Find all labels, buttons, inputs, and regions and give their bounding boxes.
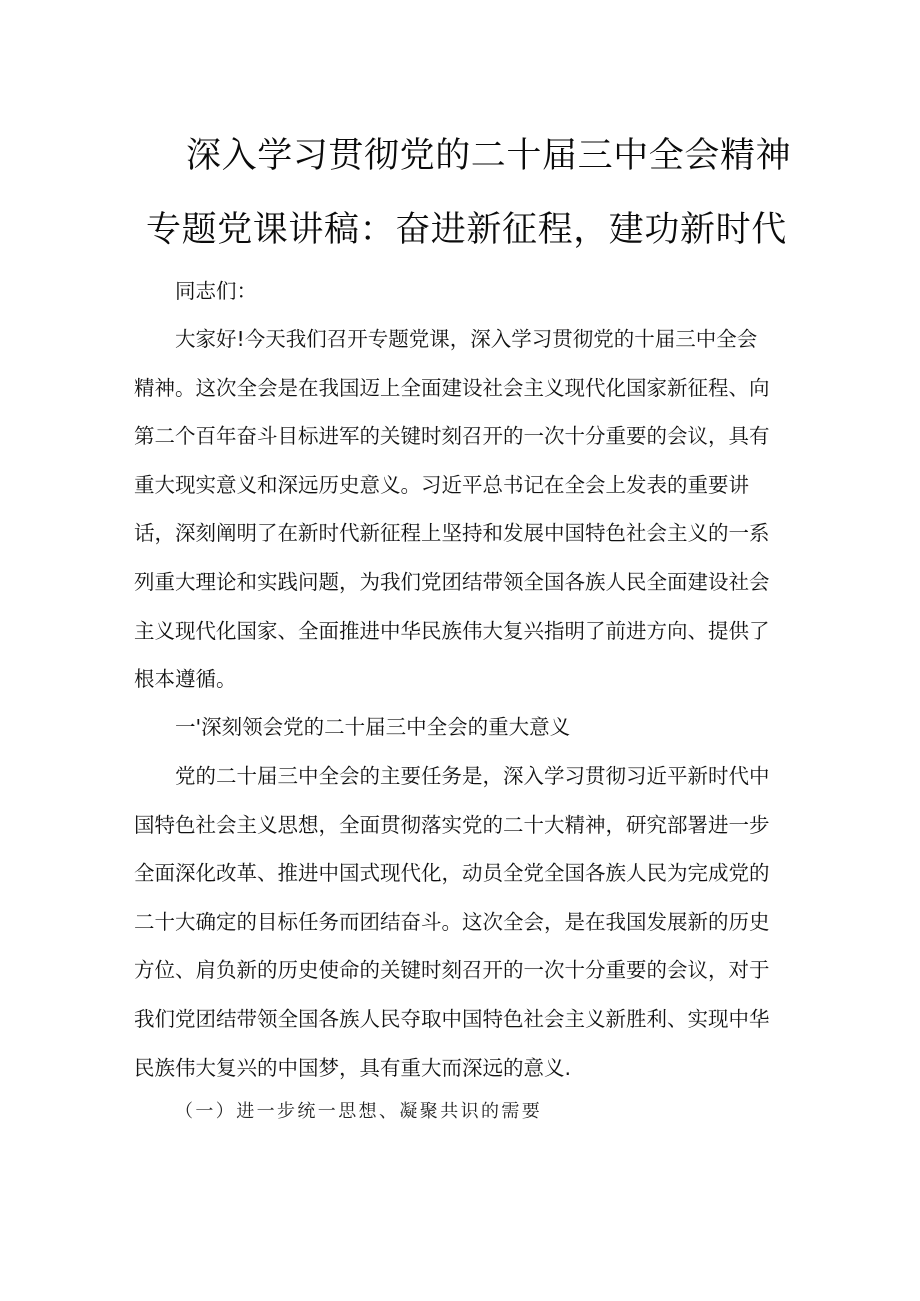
document-title-line-1: 深入学习贯彻党的二十届三中全会精神 <box>186 136 792 176</box>
greeting <box>134 267 774 316</box>
subsection-heading: （一）进一步统一思想、凝聚共识的需要 <box>175 1101 543 1122</box>
paragraph-opening <box>134 315 774 704</box>
paragraph-opening-text: 大家好!今天我们召开专题党课，深入学习贯彻党的十届三中全会精神。这次全会是在我国迈上全面建设社会主义现代化国家新征程、向第二个百年奋斗目标进军的关键时刻召开的一次十分重要的会议，具有重大现实意义和深远历史意义。习近平总书记在全会上发表的重要讲话，深刻阐明了在新时代新征程上坚持和发展中国特色社会主义的一系列重大理论和实践问题，为我们党团结带领全国各族人民全面建设社会主义现代化国家、全面推进中华民族伟大复兴指明了前进方向、提供了根本遵循。 <box>134 327 770 692</box>
section-heading-text: 一'深刻领会党的二十届三中全会的重大意义 <box>175 715 571 739</box>
paragraph-significance-text: 党的二十届三中全会的主要任务是，深入学习贯彻习近平新时代中国特色社会主义思想，全面贯彻落实党的二十大精神，研究部署进一步全面深化改革、推进中国式现代化，动员全党全国各族人民为完成党的二十大确定的目标任务而团结奋斗。这次全会，是在我国发展新的历史方位、肩负新的历史使命的关键时刻召开的一次十分重要的会议，对于我们党团结带领全国各族人民夺取中国特色社会主义新胜利、实现中华民族伟大复兴的中国梦，具有重大而深远的意义. <box>134 764 770 1080</box>
section-heading <box>134 703 774 752</box>
paragraph-significance <box>134 752 774 1092</box>
document-title-line-2: 专题党课讲稿：奋进新征程，建功新时代 <box>146 210 787 250</box>
greeting-text: 同志们： <box>175 279 257 303</box>
